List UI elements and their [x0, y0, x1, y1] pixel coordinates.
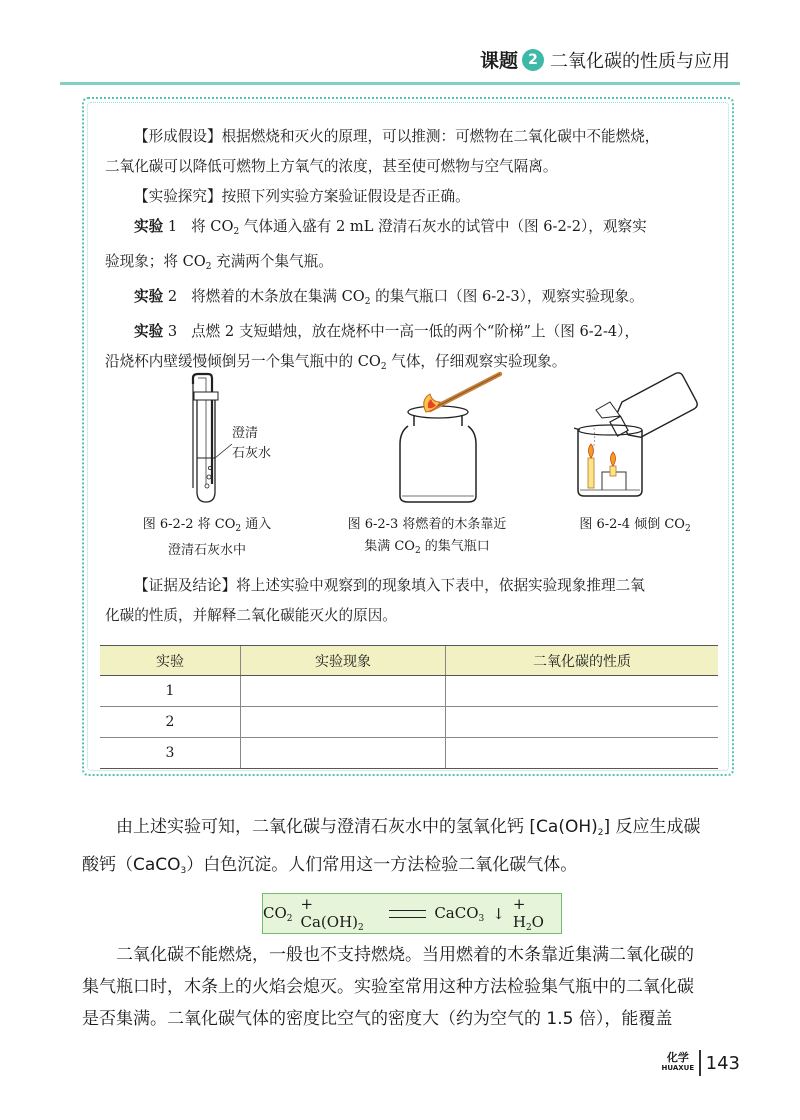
conclusion-line: 化碳的性质，并解释二氧化碳能灭火的原因。: [105, 607, 397, 624]
body-text: 酸钙（CaCO: [82, 855, 181, 875]
topic-title: 二氧化碳的性质与应用: [550, 50, 730, 72]
row-number: 1: [100, 676, 241, 707]
fig1-label-line: 石灰水: [232, 446, 272, 461]
experiment-2: [105, 282, 715, 317]
fig1-label: [232, 424, 271, 464]
exp1-text: 将 CO: [191, 218, 234, 235]
experiment-1: [105, 212, 715, 247]
table-row: [100, 738, 718, 769]
row-number: 2: [100, 707, 241, 738]
exp1-number: 1: [167, 218, 178, 235]
caption-text: 图 6-2-3 将燃着的木条靠近: [347, 517, 507, 532]
phenomenon-cell[interactable]: [241, 707, 446, 738]
conclusion-paragraph: [105, 571, 715, 601]
exp2-text: 的集气瓶口（图 6-2-3），观察实验现象。: [370, 288, 644, 305]
eq-term: [301, 895, 381, 933]
property-cell[interactable]: [446, 738, 719, 769]
exp3-text: 气体，仔细观察实验现象。: [386, 353, 567, 370]
caption-text: 集满 CO: [364, 539, 415, 554]
body-text: 由上述实验可知，二氧化碳与澄清石灰水中的氢氧化钙 [Ca(OH): [116, 817, 598, 837]
conclusion-line: 将上述实验中观察到的现象填入下表中，依据实验现象推理二氧: [236, 577, 645, 594]
caption-text: 澄清石灰水中: [167, 543, 246, 558]
exp3-number: 3: [167, 323, 178, 340]
eq-text: + Ca(OH): [300, 894, 359, 931]
gas-bottle-figure: [380, 368, 520, 508]
subject-name: 化学: [666, 1051, 689, 1064]
exp1-text: 充满两个集气瓶。: [211, 253, 333, 270]
body-line: [82, 849, 738, 887]
subscript: 2: [414, 546, 421, 556]
subscript: 2: [233, 227, 240, 237]
caption-text: 图 6-2-2 将 CO: [142, 517, 236, 532]
subscript: 2: [286, 913, 293, 924]
explore-text: 按照下列实验方案验证假设是否正确。: [221, 188, 470, 205]
table-row: [100, 676, 718, 707]
subscript: 3: [478, 913, 485, 924]
conclusion-tag: 【证据及结论】: [134, 577, 237, 594]
footer-divider: [699, 1050, 701, 1076]
table-row: [100, 707, 718, 738]
experiment-3: [105, 317, 715, 347]
body-paragraph-1: [82, 811, 738, 887]
experiment-1-cont: [105, 247, 715, 282]
chapter-header: [480, 46, 730, 73]
subject-logo: [662, 1052, 695, 1074]
page-footer: [662, 1050, 740, 1076]
body-paragraph-2: [82, 939, 738, 1035]
exp2-text: 将燃着的木条放在集满 CO: [191, 288, 365, 305]
subscript: 2: [364, 297, 371, 307]
fig1-label-line: 澄清: [232, 426, 259, 441]
body-line: 二氧化碳不能燃烧，一般也不支持燃烧。当用燃着的木条靠近集满二氧化碳的: [116, 945, 694, 965]
fig2-caption: [312, 514, 542, 562]
inquiry-text: [105, 122, 715, 382]
eq-text: CO: [263, 903, 287, 922]
explore-paragraph: [105, 182, 715, 212]
property-cell[interactable]: [446, 676, 719, 707]
subscript: 2: [380, 362, 387, 372]
body-line: 集气瓶口时，木条上的火焰会熄灭。实验室常用这种方法检验集气瓶中的二氧化碳: [82, 977, 694, 997]
hypothesis-paragraph: [105, 122, 715, 152]
eq-text: CaCO: [434, 903, 479, 922]
explore-tag: 【实验探究】: [134, 188, 222, 205]
page-number: 143: [705, 1052, 740, 1074]
beaker-pouring-figure: [566, 372, 706, 507]
topic-label: 课题: [479, 50, 518, 72]
topic-number-badge: 2: [522, 49, 544, 71]
subject-pinyin: HUAXUE: [661, 1064, 695, 1072]
caption-text: 通入: [241, 517, 272, 532]
hypothesis-text: 根据燃烧和灭火的原理，可以推测：可燃物在二氧化碳中不能燃烧，: [221, 128, 660, 145]
body-text: ] 反应生成碳: [603, 817, 701, 837]
phenomenon-cell[interactable]: [241, 738, 446, 769]
subscript: 2: [235, 524, 242, 534]
table-header-row: [100, 646, 718, 676]
header-experiment: 实验: [100, 646, 241, 676]
caption-text: 图 6-2-4 倾倒 CO: [579, 517, 685, 532]
results-table: [100, 645, 718, 769]
hypothesis-continuation: 二氧化碳可以降低可燃物上方氧气的浓度，甚至使可燃物与空气隔离。: [105, 158, 558, 175]
exp1-label: 实验: [134, 218, 164, 235]
subscript: 2: [358, 922, 364, 933]
header-divider: [60, 82, 740, 85]
property-cell[interactable]: [446, 707, 719, 738]
subscript: 2: [525, 922, 532, 933]
exp1-text: 气体通入盛有 2 mL 澄清石灰水的试管中（图 6-2-2），观察实: [239, 218, 647, 235]
exp3-text: 点燃 2 支短蜡烛，放在烧杯中一高一低的两个“阶梯”上（图 6-2-4），: [191, 323, 640, 340]
eq-term: [513, 895, 561, 933]
header-property: 二氧化碳的性质: [446, 646, 719, 676]
exp3-text: 沿烧杯内壁缓慢倾倒另一个集气瓶中的 CO: [105, 353, 381, 370]
chemical-equation: [262, 893, 562, 934]
eq-text: + H: [512, 894, 526, 931]
hypothesis-tag: 【形成假设】: [134, 128, 222, 145]
exp2-number: 2: [167, 288, 178, 305]
fig3-caption: [550, 514, 720, 540]
exp1-text: 验现象；将 CO: [105, 253, 206, 270]
eq-term: [434, 904, 484, 924]
phenomenon-cell[interactable]: [241, 676, 446, 707]
body-line: 是否集满。二氧化碳气体的密度比空气的密度大（约为空气的 1.5 倍），能覆盖: [82, 1009, 673, 1029]
conclusion-text: [105, 571, 715, 631]
header-phenomenon: 实验现象: [241, 646, 446, 676]
precipitate-arrow-icon: ↓: [492, 904, 505, 923]
subscript: 3: [180, 866, 187, 876]
exp3-label: 实验: [134, 323, 164, 340]
caption-text: 的集气瓶口: [420, 539, 490, 554]
body-line: [82, 811, 738, 849]
subscript: 2: [597, 828, 604, 838]
equals-sign: [389, 910, 427, 918]
body-text: ）白色沉淀。人们常用这一方法检验二氧化碳气体。: [186, 855, 578, 875]
subscript: 2: [684, 524, 691, 534]
fig1-caption: [112, 514, 302, 562]
subscript: 2: [205, 262, 212, 272]
eq-text: O: [531, 912, 544, 931]
exp2-label: 实验: [134, 288, 164, 305]
eq-term: [263, 904, 293, 924]
row-number: 3: [100, 738, 241, 769]
